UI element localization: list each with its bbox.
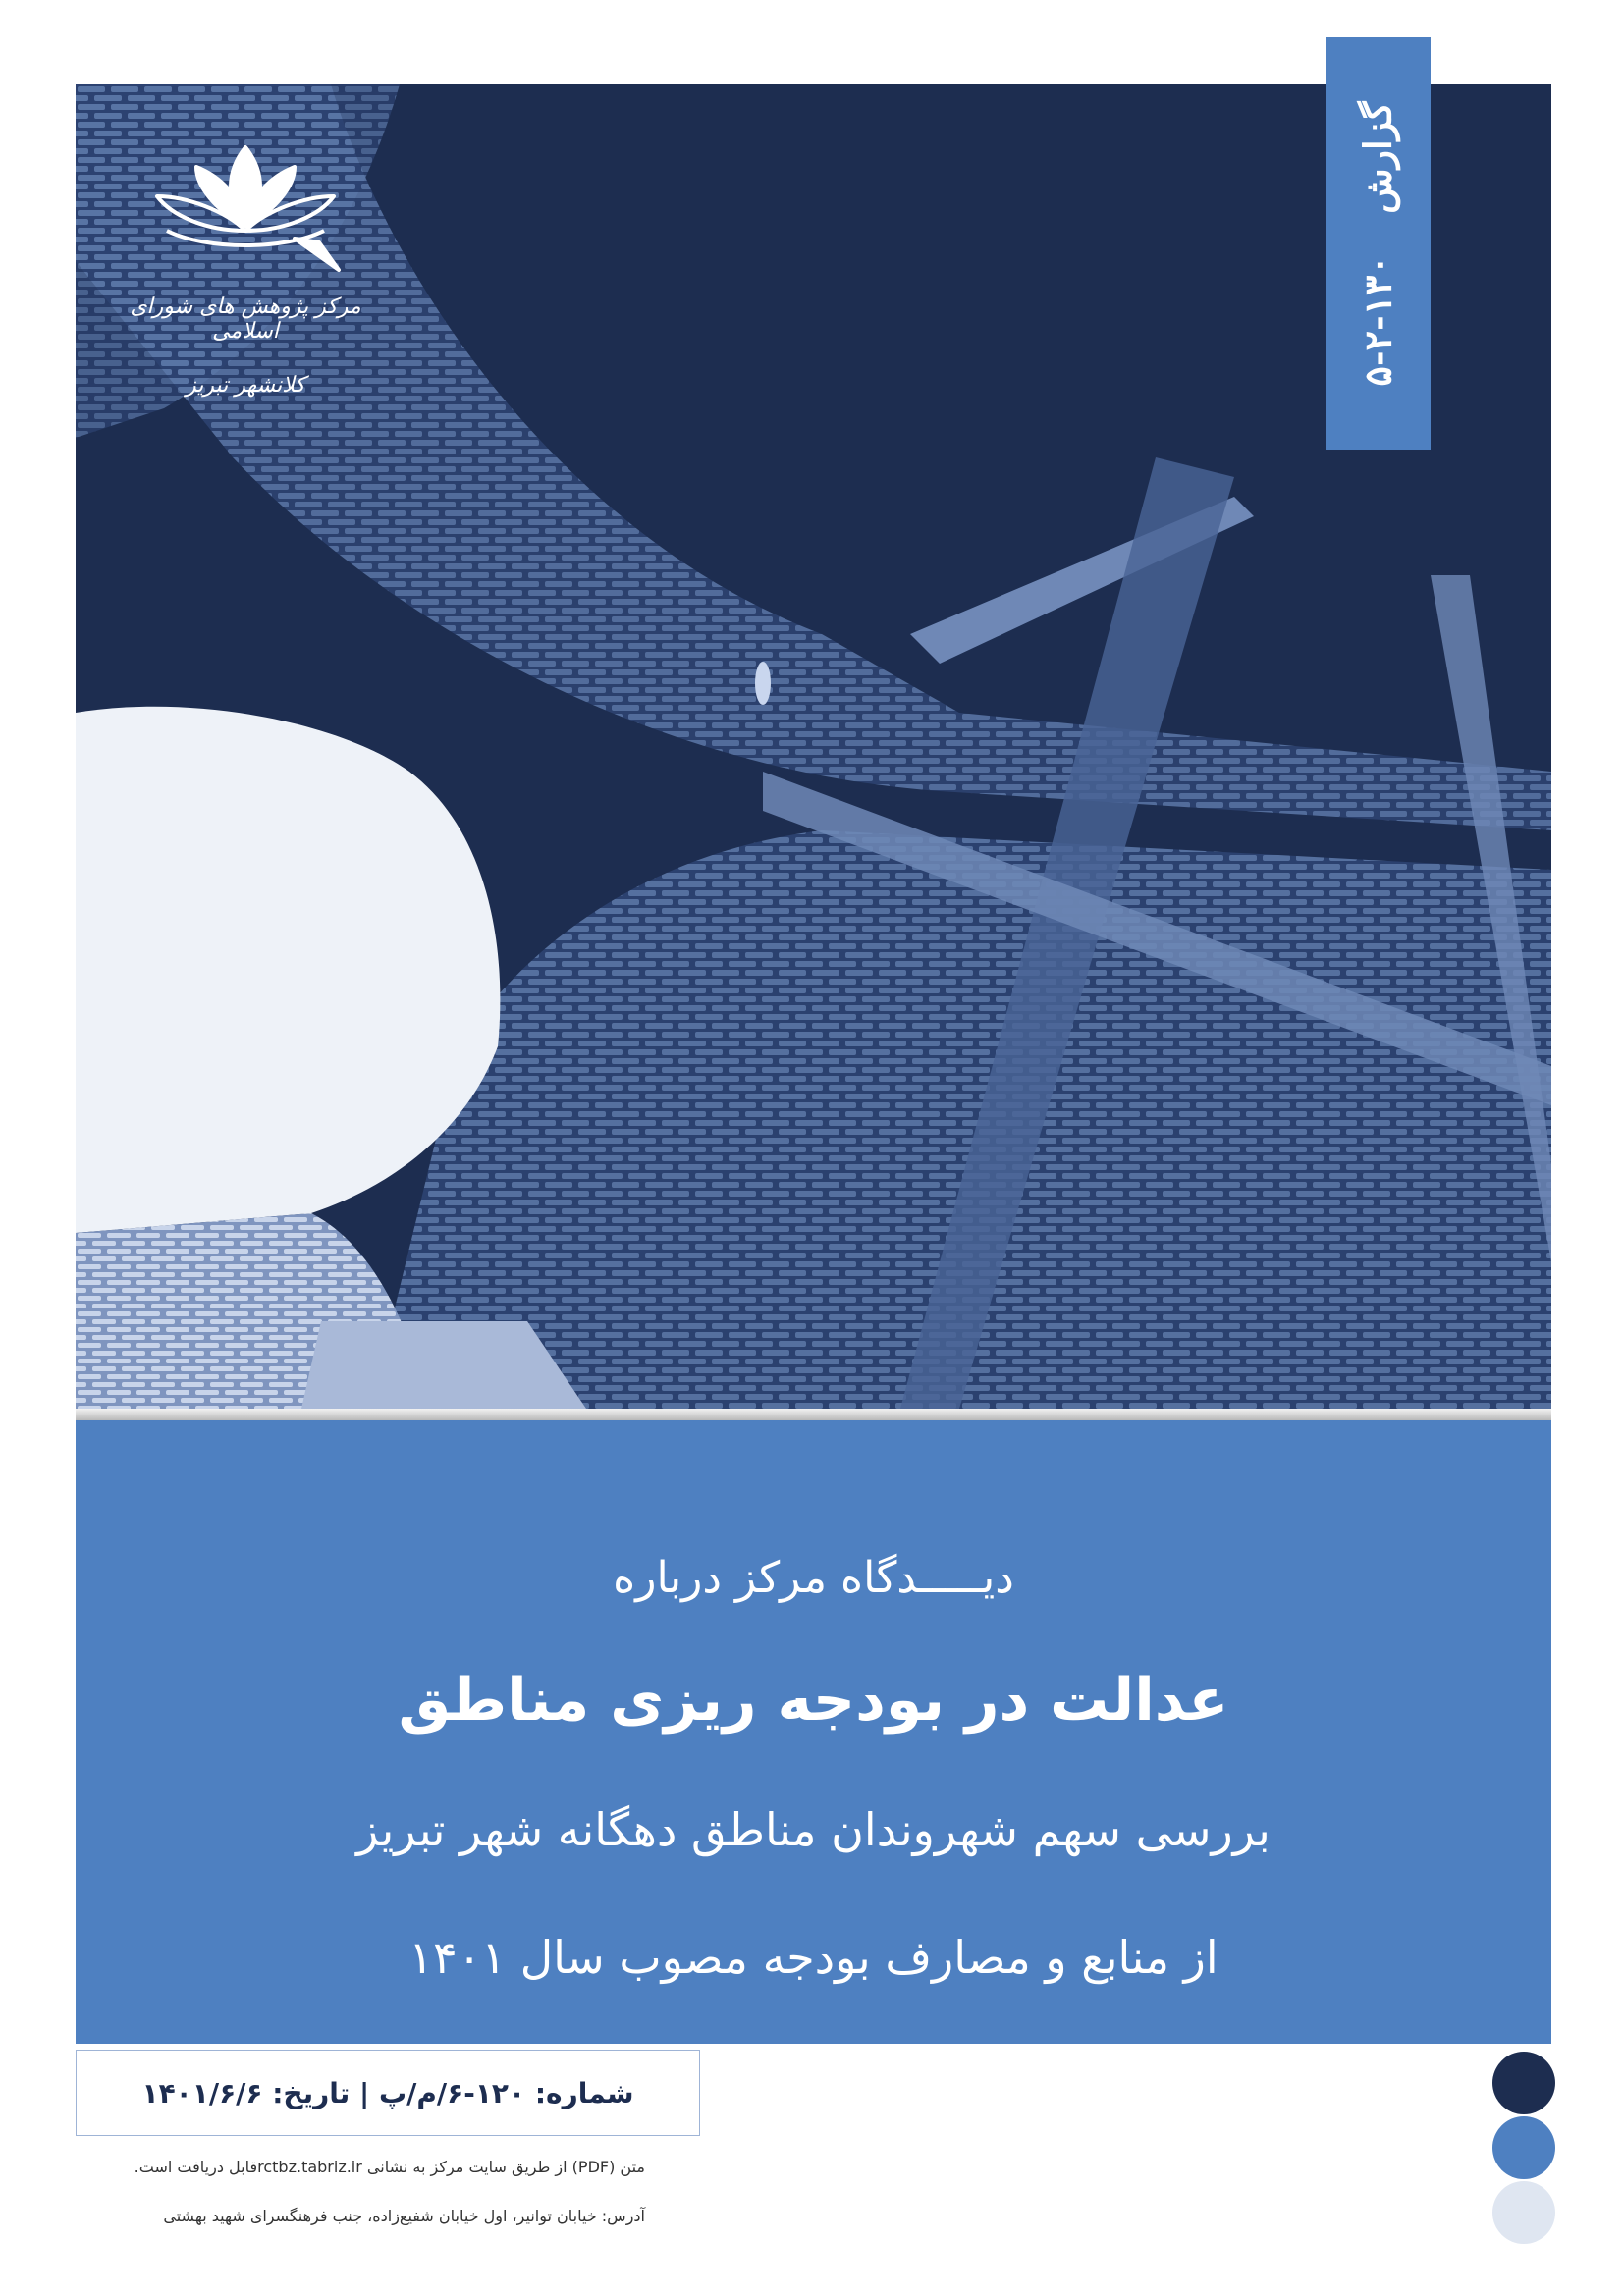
title-block xyxy=(76,1420,1551,2044)
decor-dot-blue xyxy=(1492,2116,1555,2179)
report-tag xyxy=(1326,37,1431,450)
logo xyxy=(98,133,393,447)
report-code: ۵-۲-۱۳۰ xyxy=(1356,254,1400,387)
subheading: دیـــــدگاه مرکز درباره xyxy=(613,1553,1014,1603)
lotus-pen-icon xyxy=(98,133,393,280)
logo-text-org: مرکز پژوهش های شورای اسلامی xyxy=(130,294,361,344)
report-subtitle-line2: از منابع و مصارف بودجه مصوب سال ۱۴۰۱ xyxy=(408,1931,1218,1984)
download-note: متن (PDF) از طریق سایت مرکز به نشانی rctbz.tabriz.irقابل دریافت است. xyxy=(134,2158,645,2176)
decor-dot-navy xyxy=(1492,2052,1555,2114)
report-title: عدالت در بودجه ریزی مناطق xyxy=(398,1666,1229,1735)
logo-text-city: کلانشهر تبریز xyxy=(186,373,305,398)
divider xyxy=(76,1409,1551,1420)
decor-dot-light xyxy=(1492,2181,1555,2244)
address-note: آدرس: خیابان توانیر، اول خیابان شفیع‌زاده، جنب فرهنگسرای شهید بهشتی xyxy=(163,2207,645,2225)
report-label: گزارش xyxy=(1356,100,1400,214)
report-subtitle-line1: بررسی سهم شهروندان مناطق دهگانه شهر تبریز xyxy=(356,1803,1271,1856)
reference-box xyxy=(76,2050,700,2136)
reference-text: شماره: ۱۲۰-۶/م/پ | تاریخ: ۱۴۰۱/۶/۶ xyxy=(141,2076,634,2109)
